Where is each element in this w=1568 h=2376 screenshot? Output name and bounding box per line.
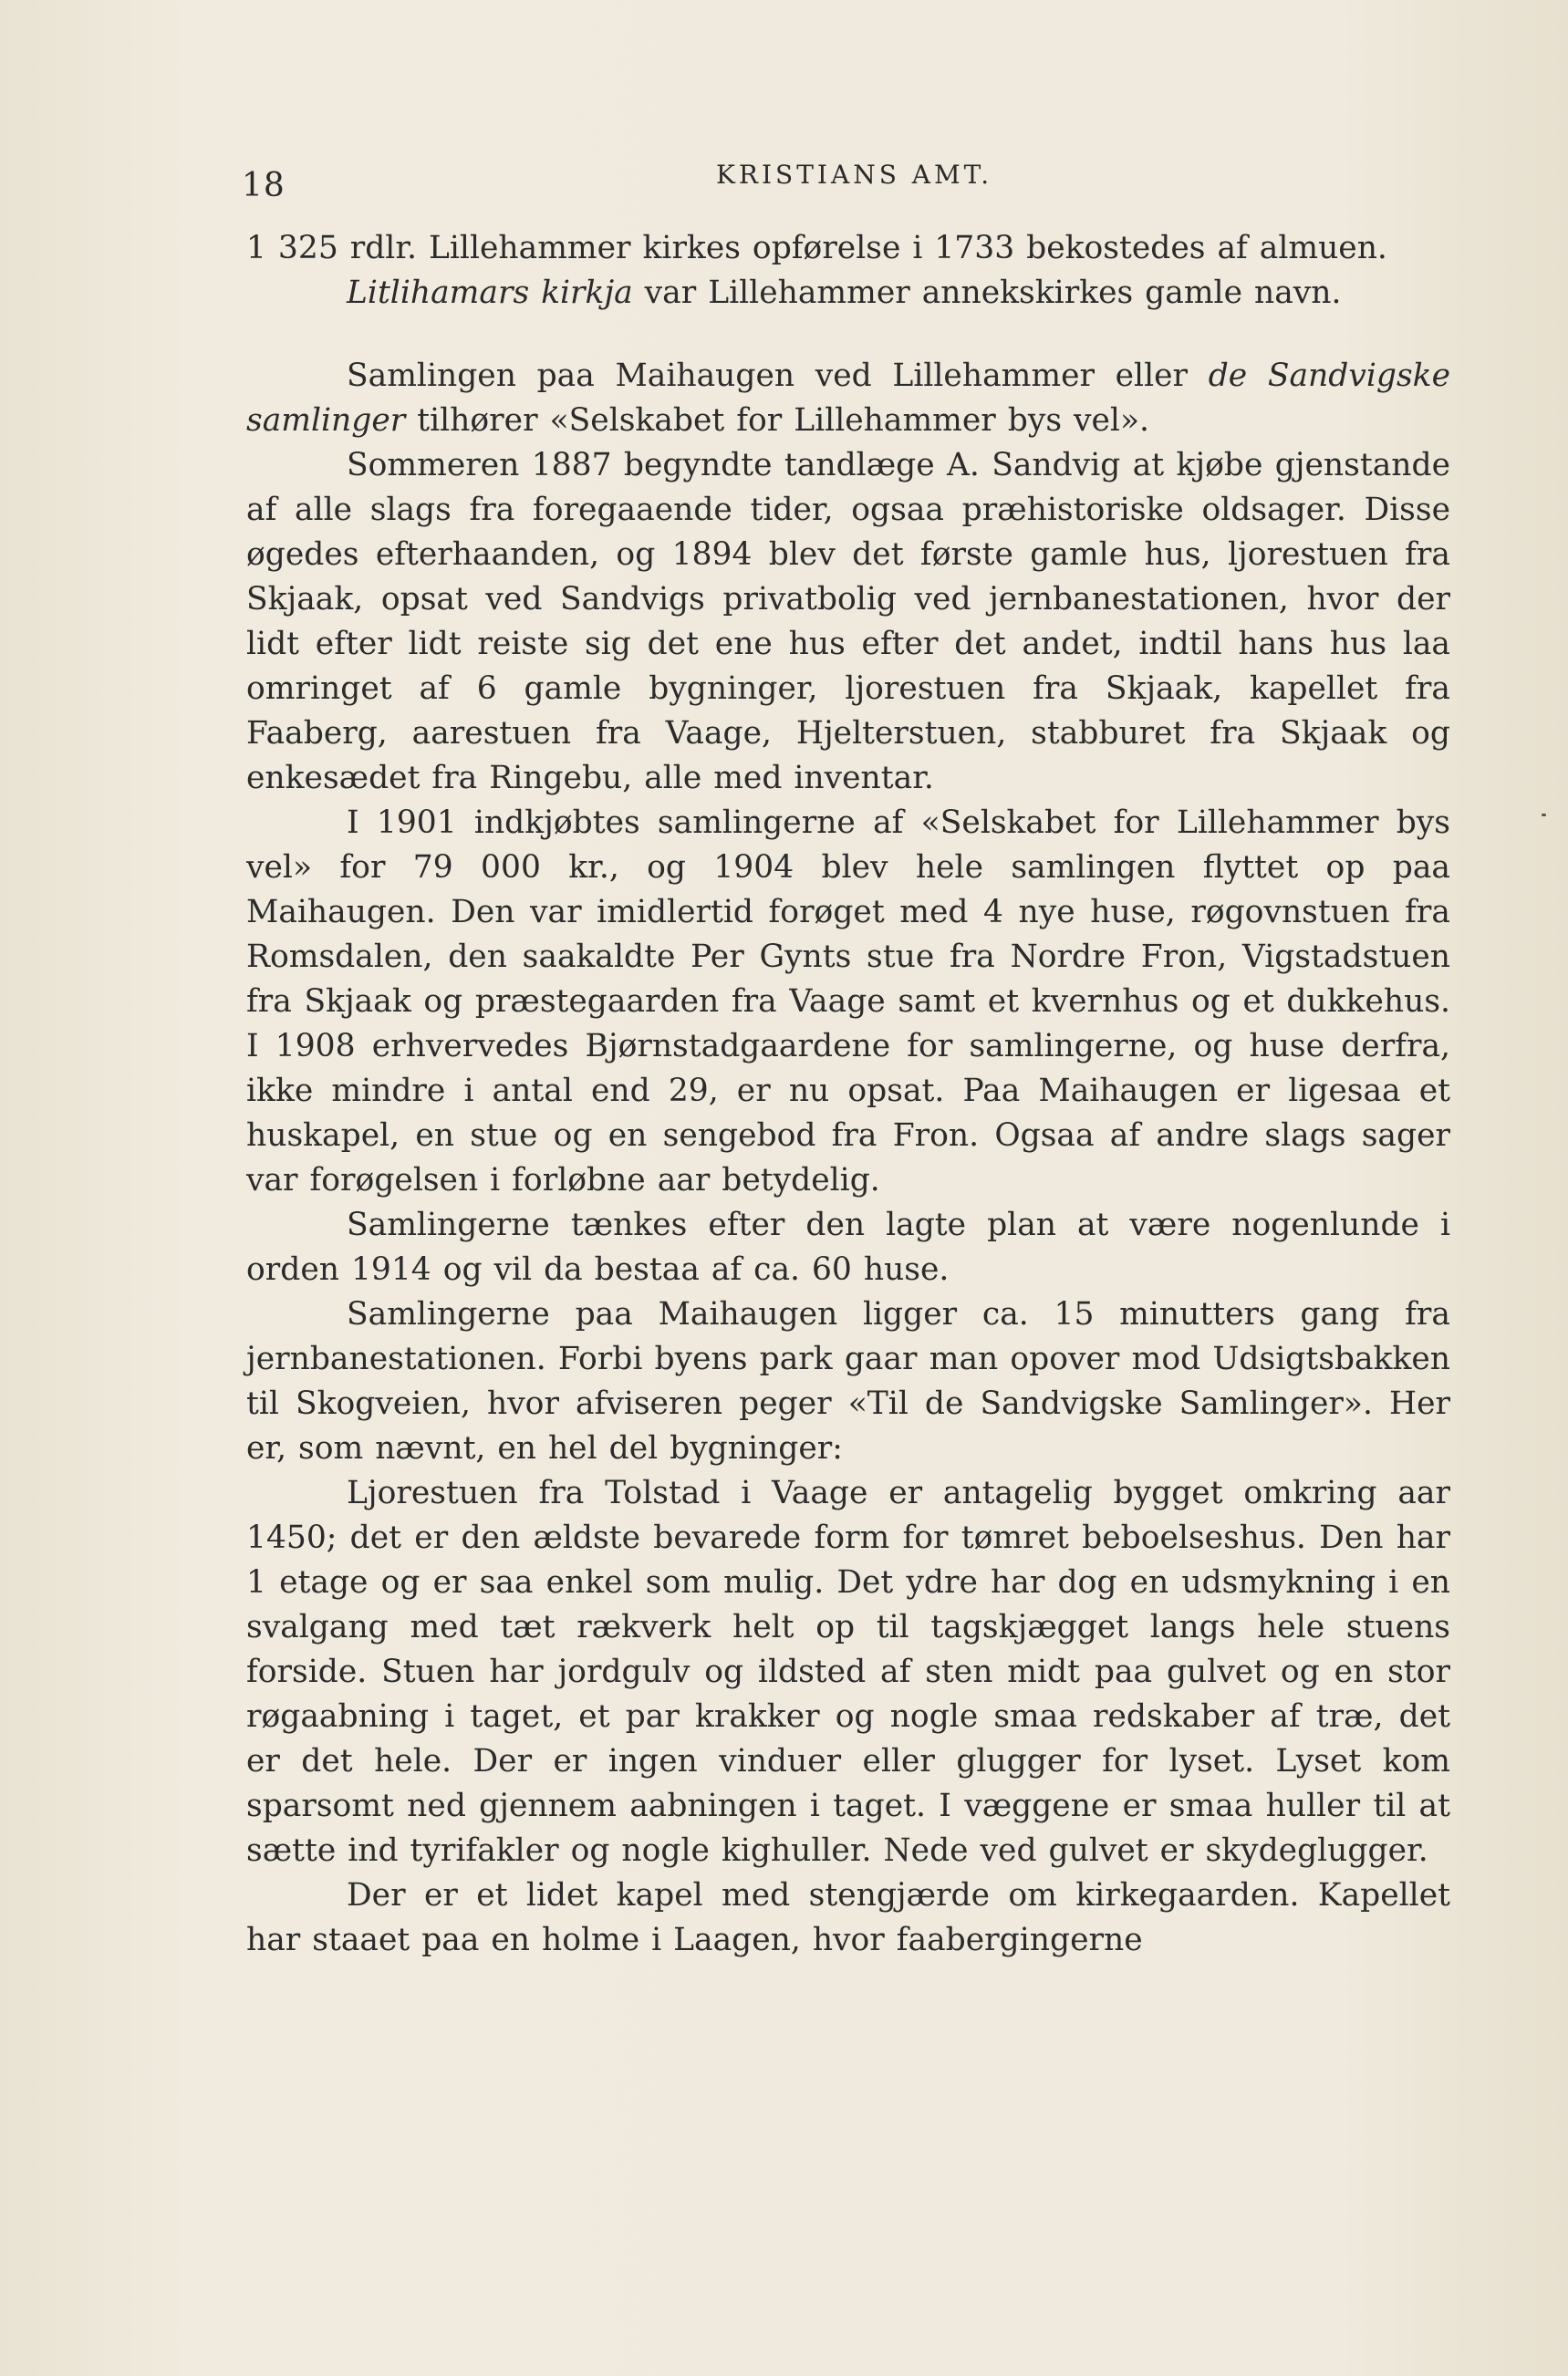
paragraph-text: 1 325 rdlr. Lillehammer kirkes opførelse i 1733 bekostedes af almuen. [246,230,1387,266]
italic-term: de Sandvigske samlinger [246,358,1450,439]
paragraph-1901 [246,801,1450,1203]
paragraph-text: I 1901 indkjøbtes samlingerne af «Selskabet for Lillehammer bys vel» for 79 000 kr., og 1904 blev hele samlingen flyttet op paa Maihaugen. Den var imidlertid forøget med 4 nye huse, røgovnstuen fra Romsdalen, den saakaldte Per Gynts stue fra Nordre Fron, Vigstadstuen fra Skjaak og præstegaarden fra Vaage samt et kvernhus og et dukkehus. I 1908 erhvervedes Bjørnstadgaardene for samlingerne, og huse derfra, ikke mindre i antal end 29, er nu opsat. Paa Maihaugen er ligesaa et huskapel, en stue og en sengebod fra Fron. Ogsaa af andre slags sager var forøgelsen i forløbne aar betydelig. [246,804,1450,1198]
paragraph-1887 [246,443,1450,801]
running-title: KRISTIANS AMT. [716,160,993,190]
paragraph-text: Ljorestuen fra Tolstad i Vaage er antagelig bygget omkring aar 1450; det er den ældste bevarede form for tømret beboelseshus. Den har 1 etage og er saa enkel som mulig. Det ydre har dog en udsmykning i en svalgang med tæt rækverk helt op til tagskjægget langs hele stuens forside. Stuen har jordgulv og ildsted af sten midt paa gulvet og en stor røgaabning i taget, et par krakker og nogle smaa redskaber af træ, det er det hele. Der er ingen vinduer eller glugger for lyset. Lyset kom sparsomt ned gjennem aabningen i taget. I væggene er smaa huller til at sætte ind tyrifakler og nogle kighuller. Nede ved gulvet er skydeglugger. [246,1475,1450,1869]
paragraph-church-cost [246,226,1450,271]
paragraph-text: Samlingerne paa Maihaugen ligger ca. 15 minutters gang fra jernbanestationen. Forbi byens park gaar man opover mod Udsigtsbakken til Skogveien, hvor afviseren peger «Til de Sandvigske Samlinger». Her er, som nævnt, en hel del bygninger: [246,1296,1450,1467]
paragraph-text: var Lillehammer annekskirkes gamle navn. [632,275,1342,311]
paragraph-text: Der er et lidet kapel med stengjærde om kirkegaarden. Kapellet har staaet paa en holme i Laagen, hvor faabergingerne [246,1877,1450,1958]
paragraph-kapel [246,1873,1450,1963]
scan-speck [1542,814,1546,816]
paragraph-ljorestuen [246,1471,1450,1873]
paragraph-plan-1914 [246,1203,1450,1292]
page-number: 18 [242,167,286,204]
paragraph-location [246,1292,1450,1471]
paragraph-old-name [246,271,1450,316]
italic-term: Litlihamars kirkja [347,275,633,311]
page-header [242,160,1455,204]
paragraph-text: Sommeren 1887 begyndte tandlæge A. Sandvig at kjøbe gjenstande af alle slags fra foregaaende tider, ogsaa præhistoriske oldsager. Disse øgedes efterhaanden, og 1894 blev det første gamle hus, ljorestuen fra Skjaak, opsat ved Sandvigs privatbolig ved jernbanestationen, hvor der lidt efter lidt reiste sig det ene hus efter det andet, indtil hans hus laa omringet af 6 gamle bygninger, ljorestuen fra Skjaak, kapellet fra Faaberg, aarestuen fra Vaage, Hjelterstuen, stabburet fra Skjaak og enkesædet fra Ringebu, alle med inventar. [246,447,1450,796]
paragraph-text: Samlingen paa Maihaugen ved Lillehammer eller [347,358,1209,394]
body-text [246,226,1450,1963]
paragraph-maihaugen-intro [246,354,1450,443]
paragraph-text: Samlingerne tænkes efter den lagte plan at være nogenlunde i orden 1914 og vil da bestaa af ca. 60 huse. [246,1207,1450,1288]
paragraph-text: tilhører «Selskabet for Lillehammer bys vel». [405,402,1150,439]
